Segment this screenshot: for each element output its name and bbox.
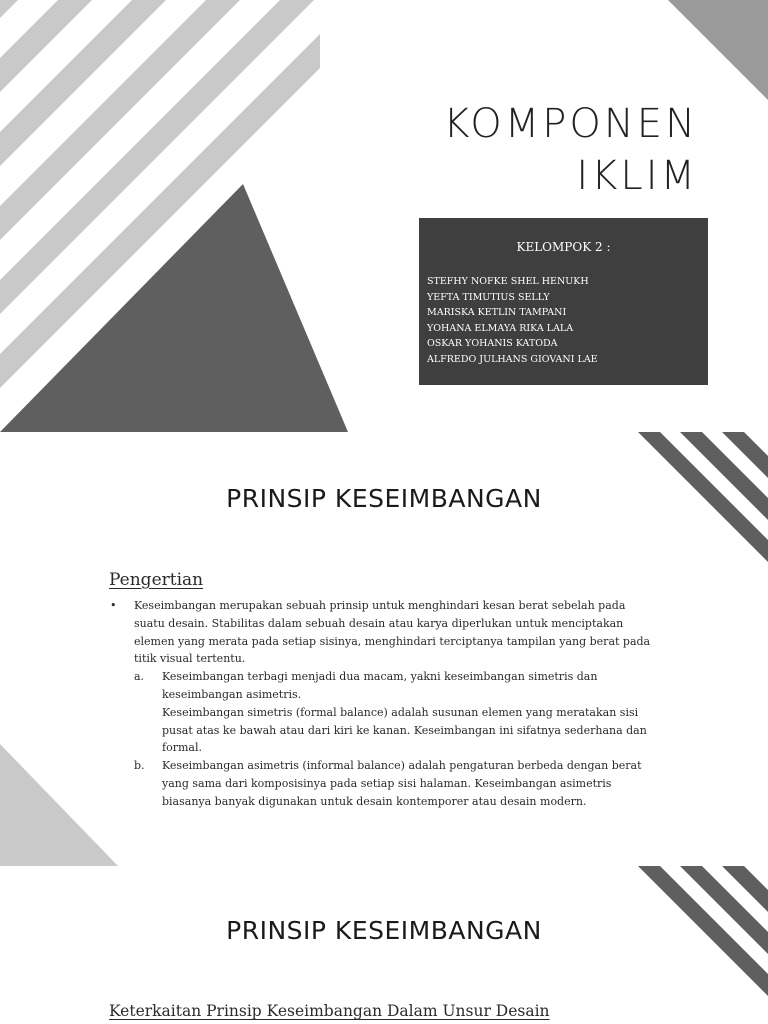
body-text [110,597,658,811]
content-slide-2 [0,866,768,1024]
corner-stripe-shape [668,0,768,100]
cover-title-line-2: IKLIM [576,153,698,199]
member-list [419,274,708,367]
slide3-decoration [0,866,768,1024]
group-heading: KELOMPOK 2 : [516,240,611,254]
cover-slide [0,0,768,432]
list-item-text: Keseimbangan asimetris (informal balance) adalah pengaturan berbeda dengan berat yang sama dari komposisinya pada setiap sisi halaman. Keseimbangan asimetris biasanya banyak digunakan untuk desain kontemporer atau desain modern. [162,759,642,808]
member-name: YEFTA TIMUTIUS SELLY [427,291,550,303]
list-item-text: Keseimbangan terbagi menjadi dua macam, yakni keseimbangan simetris dan keseimbangan asimetris. [162,670,598,701]
subheading: Keterkaitan Prinsip Keseimbangan Dalam Unsur Desain [109,1002,550,1020]
member-name: OSKAR YOHANIS KATODA [427,338,558,349]
member-name: MARISKA KETLIN TAMPANI [427,307,567,318]
bullet-item [110,597,658,811]
cover-title [443,98,698,202]
section-title: PRINSIP KESEIMBANGAN [226,916,542,945]
group-info-box [419,218,708,385]
bullet-marker: • [110,599,117,612]
triangle-shape [0,744,118,866]
list-marker: a. [134,670,145,684]
section-title: PRINSIP KESEIMBANGAN [226,484,542,513]
member-name: STEFHY NOFKE SHEL HENUKH [427,276,589,287]
subheading: Pengertian [109,570,204,590]
list-item [134,757,658,810]
list-item-text: Keseimbangan simetris (formal balance) adalah susunan elemen yang meratakan sisi pusat atas ke bawah atau dari kiri ke kanan. Keseimbangan ini sifatnya sederhana dan formal. [162,705,647,755]
content-slide-1 [0,432,768,866]
list-marker: b. [134,759,145,773]
member-name: ALFREDO JULHANS GIOVANI LAE [427,353,598,365]
member-name: YOHANA ELMAYA RIKA LALA [427,322,574,334]
stripe-shape [0,0,18,18]
list-item [134,668,658,757]
bullet-paragraph: Keseimbangan merupakan sebuah prinsip untuk menghindari kesan berat sebelah pada suatu desain. Stabilitas dalam sebuah desain atau karya diperlukan untuk menciptakan elemen yang merata pada setiap sisinya, menghindari terciptanya tampilan yang berat pada titik visual tertentu. [134,599,651,666]
cover-title-line-1: KOMPONEN [443,101,698,147]
